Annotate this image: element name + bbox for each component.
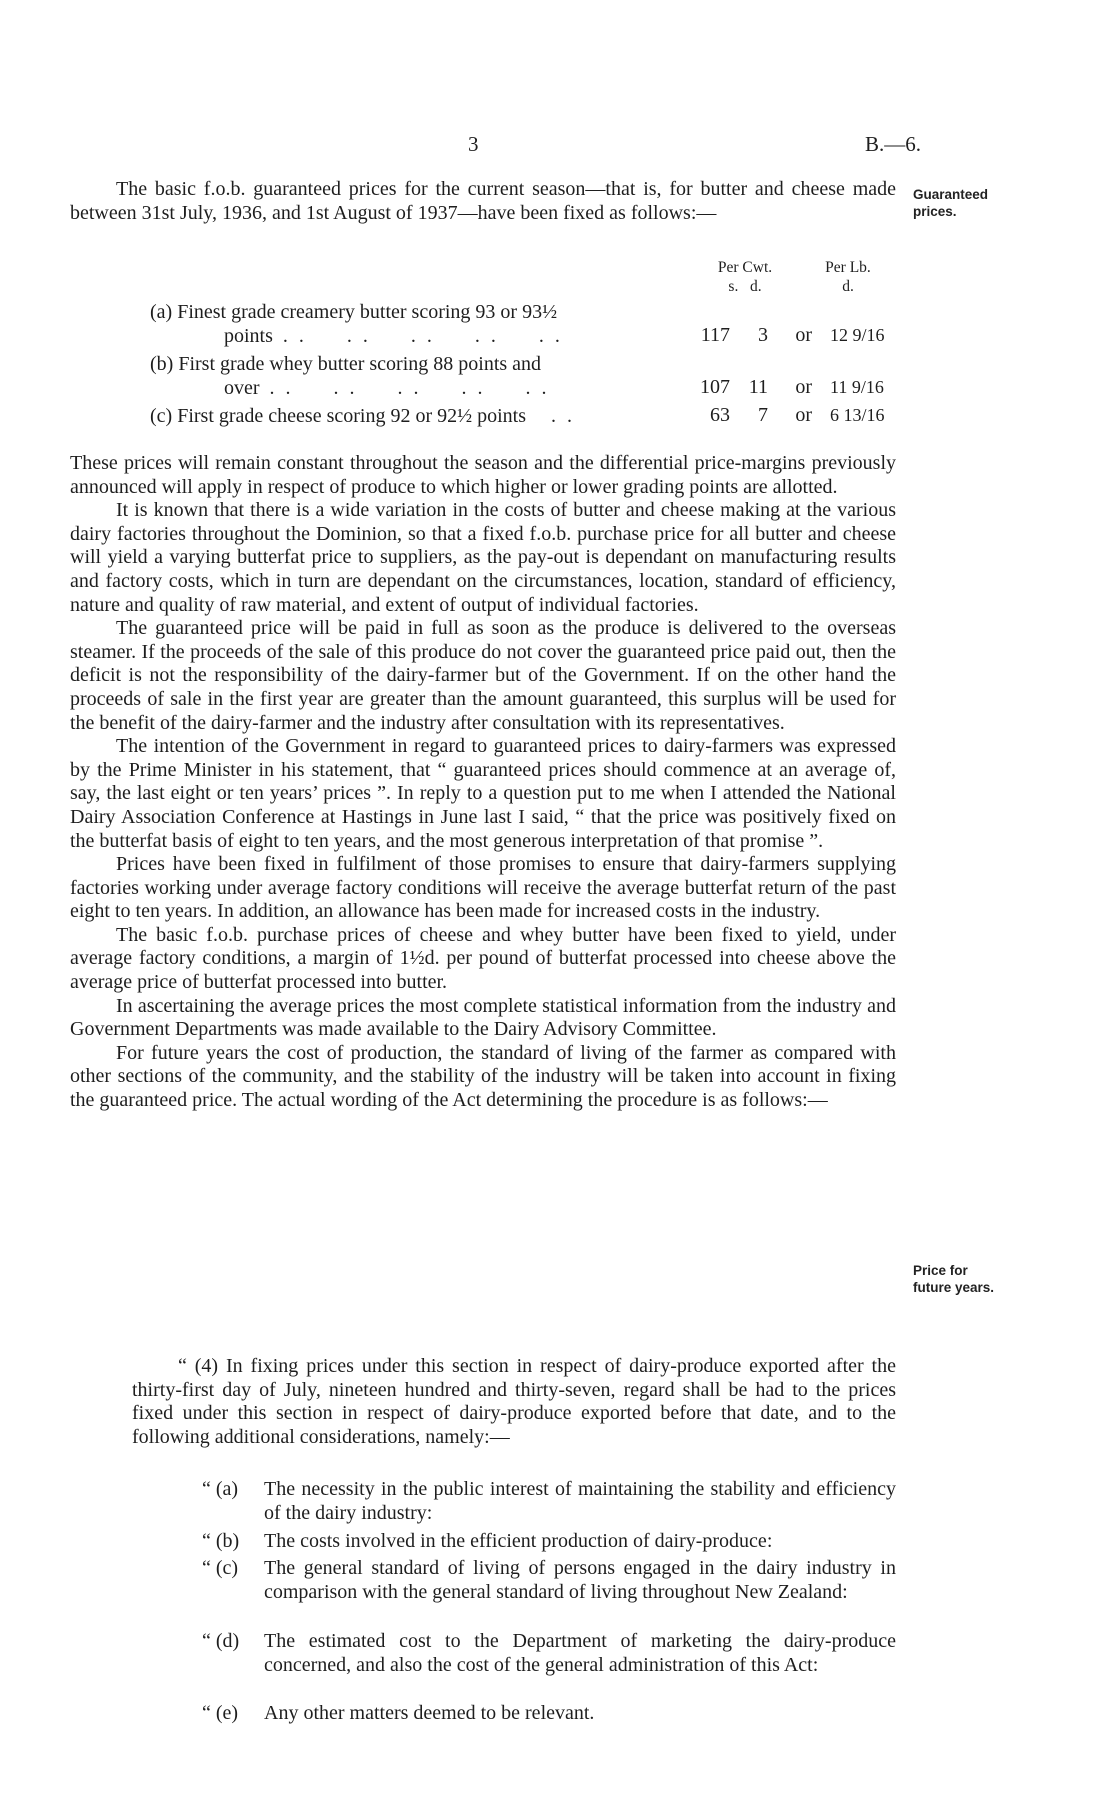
price-c-or: or	[795, 404, 812, 426]
price-c-per-lb: 6 13/16	[830, 405, 885, 425]
paragraph-statistics: In ascertaining the average prices the most complete statistical information from the industry and Government Departments was made available to the Dairy Advisory Committee.	[70, 994, 896, 1041]
price-b-or: or	[795, 376, 812, 398]
body-text	[70, 452, 896, 1113]
intro-paragraph: The basic f.o.b. guaranteed prices for the current season—that is, for butter and cheese made between 31st July, 1936, and 1st August of 1937—have been fixed as follows:—	[70, 178, 896, 224]
paragraph-future-years: For future years the cost of production, the standard of living of the farmer as compared with other sections of the community, and the stability of the industry will be taken into account in fixing the guaranteed price. The actual wording of the Act determining the procedure is as follows:—	[70, 1041, 896, 1112]
price-a-or: or	[795, 324, 812, 346]
paragraph-prices-fixed: Prices have been fixed in fulfilment of those promises to ensure that dairy-farmers supplying factories working under average factory conditions will receive the average butterfat return of the past eight to ten years. In addition, an allowance has been made for increased costs in the industry.	[70, 853, 896, 923]
price-b-pence: 11	[748, 376, 768, 398]
price-a-shillings: 117	[700, 324, 730, 346]
act-quote: “ (4) In fixing prices under this section in respect of dairy-produce exported after the thirty-first day of July, nineteen hundred and thirty-seven, regard shall be had to the prices fixed under this section in respect of dairy-produce exported before that date, and to the following additional considerations, namely:—	[132, 1355, 896, 1448]
consideration-d: “ (d) The estimated cost to the Department of marketing the dairy-produce concerned, and also the cost of the general administration of this Act:	[202, 1630, 896, 1676]
margin-note-future-years: Price for future years.	[913, 1263, 995, 1295]
price-row-c: (c) First grade cheese scoring 92 or 92½ points . .	[150, 405, 576, 427]
page-number: 3	[468, 132, 479, 156]
col-head-per-cwt: Per Cwt. s. d.	[717, 259, 773, 295]
price-c-pence: 7	[758, 404, 768, 426]
margin-note-guaranteed-prices: Guaranteed prices.	[913, 187, 989, 219]
price-a-per-lb: 12 9/16	[830, 325, 885, 345]
consideration-c: “ (c) The general standard of living of persons engaged in the dairy industry in comparison with the general standard of living throughout New Zealand:	[202, 1557, 896, 1603]
paragraph-margin: The basic f.o.b. purchase prices of cheese and whey butter have been fixed to yield, under average factory conditions, a margin of 1½d. per pound of butterfat processed into cheese above the average price of butterfat processed into butter.	[70, 923, 896, 994]
paragraph-constant-prices: These prices will remain constant throughout the season and the differential price-margins previously announced will apply in respect of produce to which higher or lower grading points are allotted.	[70, 452, 896, 498]
price-a-pence: 3	[758, 324, 768, 346]
paragraph-payment: The guaranteed price will be paid in full as soon as the produce is delivered to the overseas steamer. If the proceeds of the sale of this produce do not cover the guaranteed price paid out, then the deficit is not the responsibility of the dairy-farmer but of the Government. If on the other hand the proceeds of sale in the first year are greater than the amount guaranteed, this surplus will be used for the benefit of the dairy-farmer and the industry after consultation with its representatives.	[70, 617, 896, 734]
paragraph-government-intention: The intention of the Government in regard to guaranteed prices to dairy-farmers was expressed by the Prime Minister in his statement, that “ guaranteed prices should commence at an average of, say, the last eight or ten years’ prices ”. In reply to a question put to me when I attended the National Dairy Association Conference at Hastings in June last I said, “ that the price was positively fixed on the butterfat basis of eight to ten years, and the most generous interpretation of that promise ”.	[70, 735, 896, 852]
document-reference: B.—6.	[865, 132, 922, 156]
consideration-b: “ (b) The costs involved in the efficient production of dairy-produce:	[202, 1530, 773, 1552]
paragraph-cost-variation: It is known that there is a wide variation in the costs of butter and cheese making at the various dairy factories throughout the Dominion, so that a fixed f.o.b. purchase price for all butter and cheese will yield a varying butterfat price to suppliers, as the pay-out is dependant on manufacturing results and factory costs, which in turn are dependant on the circumstances, location, standard of efficiency, nature and quality of raw material, and extent of output of individual factories.	[70, 499, 896, 616]
consideration-e: “ (e) Any other matters deemed to be relevant.	[202, 1702, 595, 1724]
price-b-shillings: 107	[700, 376, 730, 398]
price-row-a: (a) Finest grade creamery butter scoring 93 or 93½ points . . . . . . . . . .	[150, 301, 563, 347]
consideration-a: “ (a) The necessity in the public interest of maintaining the stability and efficiency of the dairy industry:	[202, 1478, 896, 1524]
price-c-shillings: 63	[710, 404, 730, 426]
price-row-b: (b) First grade whey butter scoring 88 points and over . . . . . . . . . .	[150, 353, 550, 399]
col-head-per-lb: Per Lb. d.	[825, 259, 871, 295]
price-b-per-lb: 11 9/16	[830, 377, 884, 397]
